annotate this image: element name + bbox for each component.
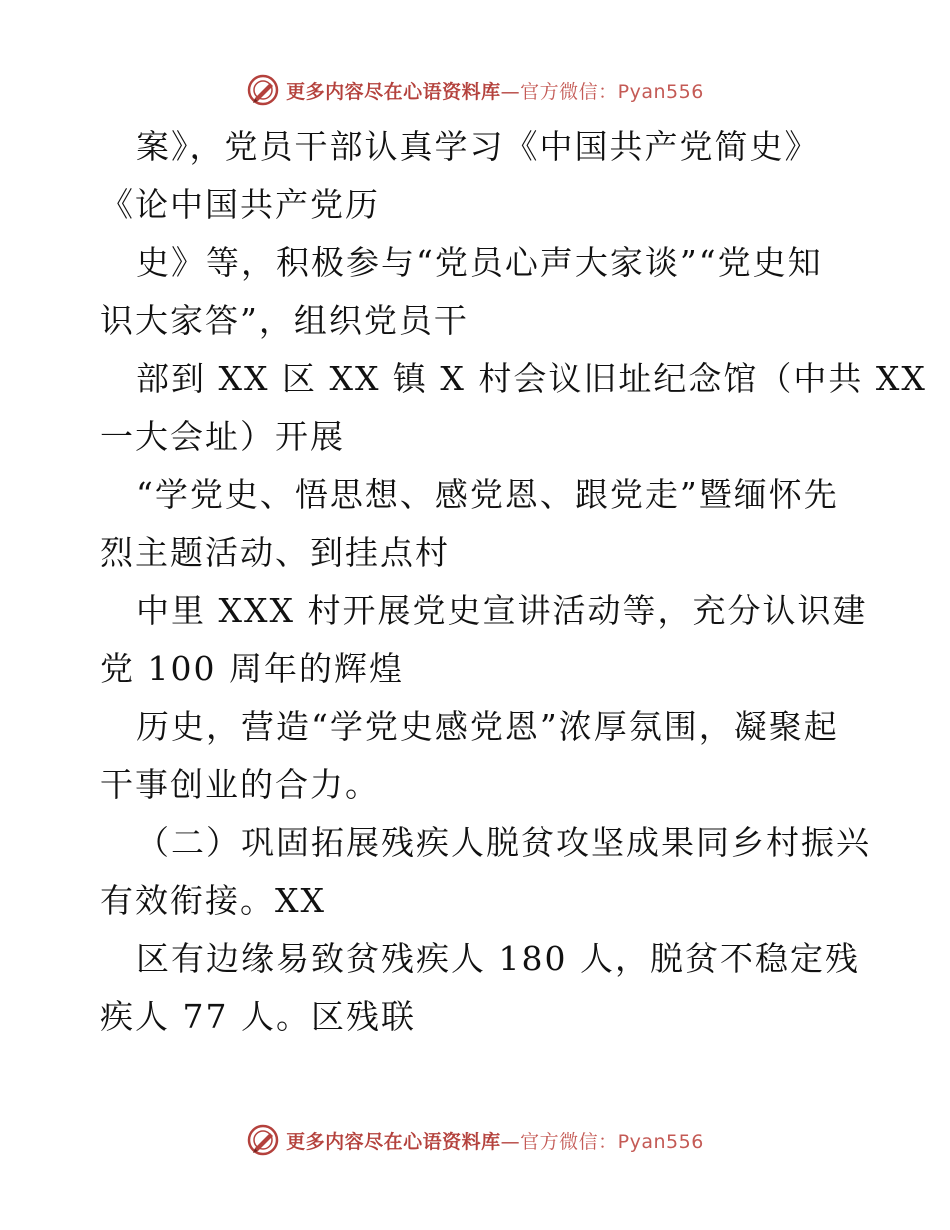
text-line: 部到 XX 区 XX 镇 X 村会议旧址纪念馆（中共 XX	[136, 359, 927, 398]
text-line: 疾人 77 人。区残联	[100, 997, 416, 1036]
watermark-main-text: 更多内容尽在心语资料库	[286, 1130, 501, 1153]
text-line: 区有边缘易致贫残疾人 180 人，脱贫不稳定残	[136, 939, 860, 978]
watermark-text	[286, 1127, 704, 1154]
watermark-main-text: 更多内容尽在心语资料库	[286, 80, 501, 103]
text-line: （二）巩固拓展残疾人脱贫攻坚成果同乡村振兴	[136, 823, 871, 862]
text-line: 党 100 周年的辉煌	[100, 649, 404, 688]
pen-logo-icon	[246, 73, 280, 107]
text-line: 历史，营造“学党史感党恩”浓厚氛围，凝聚起	[136, 707, 839, 746]
text-line: 《论中国共产党历	[100, 185, 380, 224]
watermark-separator: —	[500, 1130, 521, 1153]
watermark-separator: —	[500, 80, 521, 103]
text-line: 案》，党员干部认真学习《中国共产党简史》	[136, 127, 820, 166]
document-body	[100, 118, 927, 1046]
text-line: 有效衔接。XX	[100, 881, 326, 920]
pen-logo-icon	[246, 1123, 280, 1157]
text-line: 干事创业的合力。	[100, 765, 380, 804]
watermark-contact-text: 官方微信：Pyan556	[520, 80, 704, 103]
text-line: 识大家答”，组织党员干	[100, 301, 469, 340]
header-watermark	[0, 70, 950, 110]
watermark-contact-text: 官方微信：Pyan556	[520, 1130, 704, 1153]
watermark-text	[286, 77, 704, 104]
text-line: “学党史、悟思想、感党恩、跟党走”暨缅怀先	[136, 475, 839, 514]
text-line: 史》等，积极参与“党员心声大家谈”“党史知	[136, 243, 823, 282]
text-line: 中里 XXX 村开展党史宣讲活动等，充分认识建	[136, 591, 868, 630]
text-line: 烈主题活动、到挂点村	[100, 533, 450, 572]
footer-watermark	[0, 1120, 950, 1160]
text-line: 一大会址）开展	[100, 417, 345, 456]
